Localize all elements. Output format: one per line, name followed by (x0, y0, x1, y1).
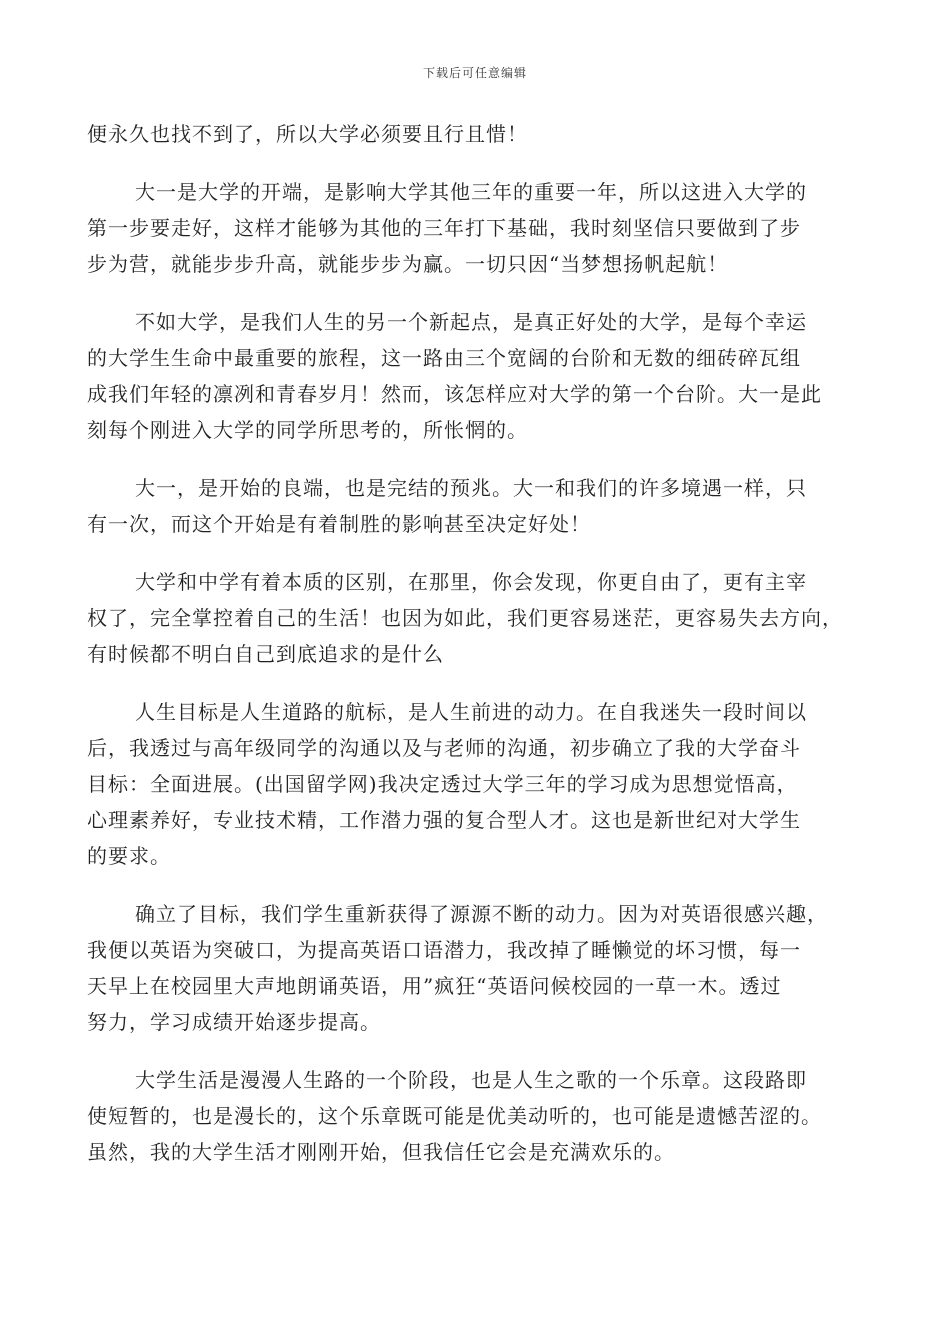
text-line: 大学生活是漫漫人生路的一个阶段，也是人生之歌的一个乐章。这段路即 (135, 1068, 807, 1092)
text-line: 步为营，就能步步升高，就能步步为赢。一切只因“当梦想扬帆起航！ (87, 252, 729, 276)
paragraph (87, 694, 863, 874)
text-line: 我便以英语为突破口，为提高英语口语潜力，我改掉了睡懒觉的坏习惯，每一 (87, 938, 801, 962)
text-line: 使短暂的，也是漫长的，这个乐章既可能是优美动听的，也可能是遗憾苦涩的。 (87, 1104, 822, 1128)
text-line: 心理素养好，专业技术精，工作潜力强的复合型人才。这也是新世纪对大学生 (87, 808, 801, 832)
text-line: 天早上在校园里大声地朗诵英语，用”疯狂“英语问候校园的一草一木。透过 (87, 974, 782, 998)
text-line: 大一，是开始的良端，也是完结的预兆。大一和我们的许多境遇一样，只 (135, 476, 807, 500)
paragraph (87, 174, 863, 282)
text-line: 的要求。 (87, 844, 171, 868)
text-line: 有时候都不明白自己到底追求的是什么 (87, 642, 444, 666)
text-line: 目标：全面进展。(出国留学网)我决定透过大学三年的学习成为思想觉悟高， (87, 772, 798, 796)
text-line: 权了，完全掌控着自己的生活！也因为如此，我们更容易迷茫，更容易失去方向， (87, 606, 843, 630)
text-line: 确立了目标，我们学生重新获得了源源不断的动力。因为对英语很感兴趣， (135, 902, 828, 926)
text-line: 努力，学习成绩开始逐步提高。 (87, 1010, 381, 1034)
text-line: 后，我透过与高年级同学的沟通以及与老师的沟通，初步确立了我的大学奋斗 (87, 736, 801, 760)
paragraph (87, 116, 863, 152)
text-line: 第一步要走好，这样才能够为其他的三年打下基础，我时刻坚信只要做到了步 (87, 216, 801, 240)
text-line: 的大学生生命中最重要的旅程，这一路由三个宽阔的台阶和无数的细砖碎瓦组 (87, 346, 801, 370)
paragraph (87, 470, 863, 542)
text-line: 刻每个刚进入大学的同学所思考的，所怅惘的。 (87, 418, 528, 442)
paragraph (87, 564, 863, 672)
text-line: 便永久也找不到了，所以大学必须要且行且惜！ (87, 122, 528, 146)
text-line: 有一次，而这个开始是有着制胜的影响甚至决定好处！ (87, 512, 591, 536)
paragraph (87, 1062, 863, 1170)
text-line: 大学和中学有着本质的区别，在那里，你会发现，你更自由了，更有主宰 (135, 570, 807, 594)
text-line: 成我们年轻的凛冽和青春岁月！然而，该怎样应对大学的第一个台阶。大一是此 (87, 382, 822, 406)
paragraph (87, 304, 863, 448)
text-line: 虽然，我的大学生活才刚刚开始，但我信任它会是充满欢乐的。 (87, 1140, 675, 1164)
text-line: 人生目标是人生道路的航标，是人生前进的动力。在自我迷失一段时间以 (135, 700, 807, 724)
document-body (87, 116, 863, 1192)
page-header: 下载后可任意编辑 (422, 66, 527, 80)
text-line: 不如大学，是我们人生的另一个新起点，是真正好处的大学，是每个幸运 (135, 310, 807, 334)
text-line: 大一是大学的开端，是影响大学其他三年的重要一年，所以这进入大学的 (135, 180, 807, 204)
paragraph (87, 896, 863, 1040)
